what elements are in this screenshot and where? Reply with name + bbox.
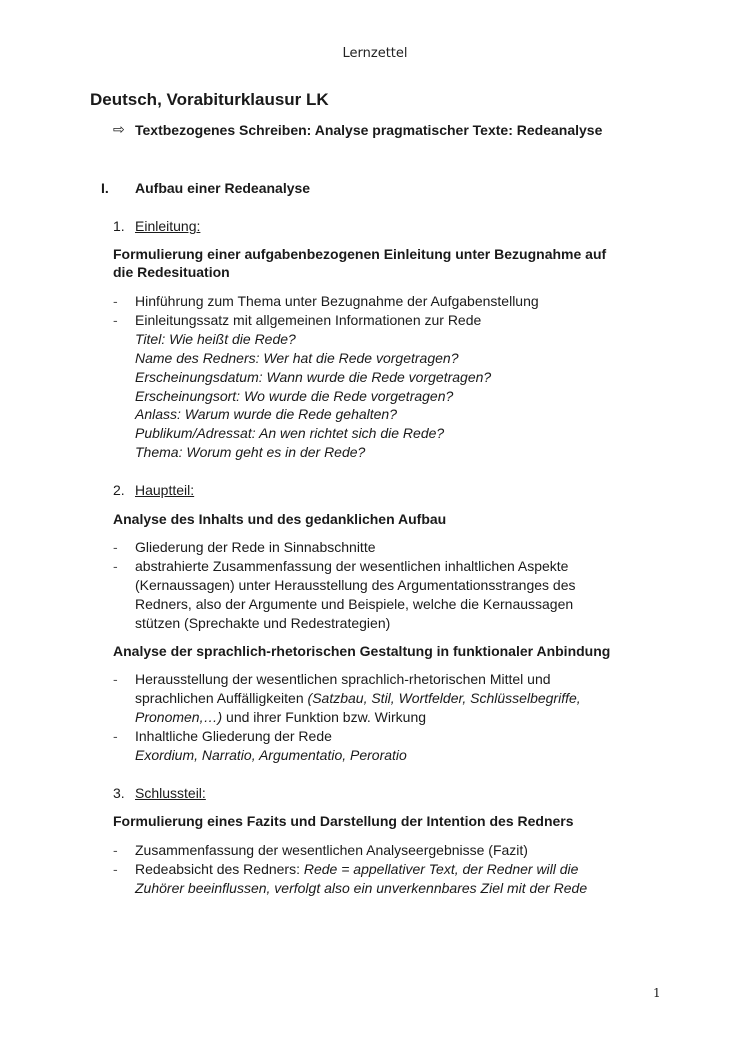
section-title: Aufbau einer Redeanalyse: [135, 180, 311, 196]
part-heading: Analyse der sprachlich-rhetorischen Gestaltung in funktionaler Anbindung: [113, 643, 611, 659]
list-item: Hinführung zum Thema unter Bezugnahme der Aufgabenstellung: [135, 293, 539, 309]
list-item: Gliederung der Rede in Sinnabschnitte: [135, 539, 376, 555]
page-header: Lernzettel: [342, 46, 408, 61]
list-item-continuation: Exordium, Narratio, Argumentatio, Peroratio: [135, 747, 407, 763]
bullet-dash: -: [113, 293, 118, 309]
list-item: Inhaltliche Gliederung der Rede: [135, 728, 332, 744]
list-item: abstrahierte Zusammenfassung der wesentlichen inhaltlichen Aspekte: [135, 558, 569, 574]
question-line: Titel: Wie heißt die Rede?: [135, 331, 296, 347]
page-number: 1: [653, 986, 661, 1000]
list-item: Einleitungssatz mit allgemeinen Informationen zur Rede: [135, 312, 482, 328]
part-heading: Analyse des Inhalts und des gedanklichen Aufbau: [113, 511, 447, 527]
italic-text: Rede = appellativer Text, der Redner will die: [303, 861, 579, 877]
plain-text: sprachlichen Auffälligkeiten: [135, 690, 308, 706]
part-heading: Formulierung einer aufgabenbezogenen Einleitung unter Bezugnahme auf: [113, 246, 607, 262]
part-heading: die Redesituation: [113, 264, 230, 280]
question-line: Anlass: Warum wurde die Rede gehalten?: [135, 406, 398, 422]
list-item-continuation: (Kernaussagen) unter Herausstellung des Argumentationsstranges des: [135, 577, 576, 593]
italic-text: (Satzbau, Stil, Wortfelder, Schlüsselbegriffe,: [307, 690, 581, 706]
question-line: Name des Redners: Wer hat die Rede vorgetragen?: [135, 350, 459, 366]
part-heading: Formulierung eines Fazits und Darstellung der Intention des Redners: [113, 813, 574, 829]
list-item-continuation: Redners, also der Argumente und Beispiele, welche die Kernaussagen: [135, 596, 574, 612]
plain-text: und ihrer Funktion bzw. Wirkung: [222, 709, 427, 725]
bullet-dash: -: [113, 312, 118, 328]
part-number: 2.: [113, 482, 125, 498]
part-title: Hauptteil:: [135, 482, 195, 498]
list-item: [135, 861, 578, 877]
part-number: 3.: [113, 785, 125, 801]
section-numeral: I.: [101, 180, 109, 196]
question-line: Thema: Worum geht es in der Rede?: [135, 444, 366, 460]
bullet-dash: -: [113, 539, 118, 555]
list-item-continuation: [135, 709, 426, 725]
list-item-continuation: Zuhörer beeinflussen, verfolgt also ein unverkennbares Ziel mit der Rede: [135, 880, 588, 896]
bullet-dash: -: [113, 728, 118, 744]
bullet-dash: -: [113, 842, 118, 858]
list-item: Zusammenfassung der wesentlichen Analyseergebnisse (Fazit): [135, 842, 528, 858]
bullet-dash: -: [113, 558, 118, 574]
list-item-continuation: stützen (Sprechakte und Redestrategien): [135, 615, 391, 631]
bullet-dash: -: [113, 861, 118, 877]
question-line: Publikum/Adressat: An wen richtet sich die Rede?: [135, 425, 445, 441]
italic-text: Pronomen,…): [135, 709, 223, 725]
part-number: 1.: [113, 218, 125, 234]
document-title: Deutsch, Vorabiturklausur LK: [90, 90, 329, 109]
plain-text: Redeabsicht des Redners:: [135, 861, 304, 877]
list-item: Herausstellung der wesentlichen sprachlich-rhetorischen Mittel und: [135, 671, 551, 687]
bullet-dash: -: [113, 671, 118, 687]
part-title: Einleitung:: [135, 218, 201, 234]
question-line: Erscheinungsdatum: Wann wurde die Rede vorgetragen?: [135, 369, 492, 385]
question-line: Erscheinungsort: Wo wurde die Rede vorgetragen?: [135, 388, 454, 404]
document-subtitle: Textbezogenes Schreiben: Analyse pragmatischer Texte: Redeanalyse: [135, 122, 603, 138]
list-item-continuation: [135, 690, 581, 706]
arrow-icon: ⇨: [113, 121, 125, 137]
part-title: Schlussteil:: [135, 785, 206, 801]
